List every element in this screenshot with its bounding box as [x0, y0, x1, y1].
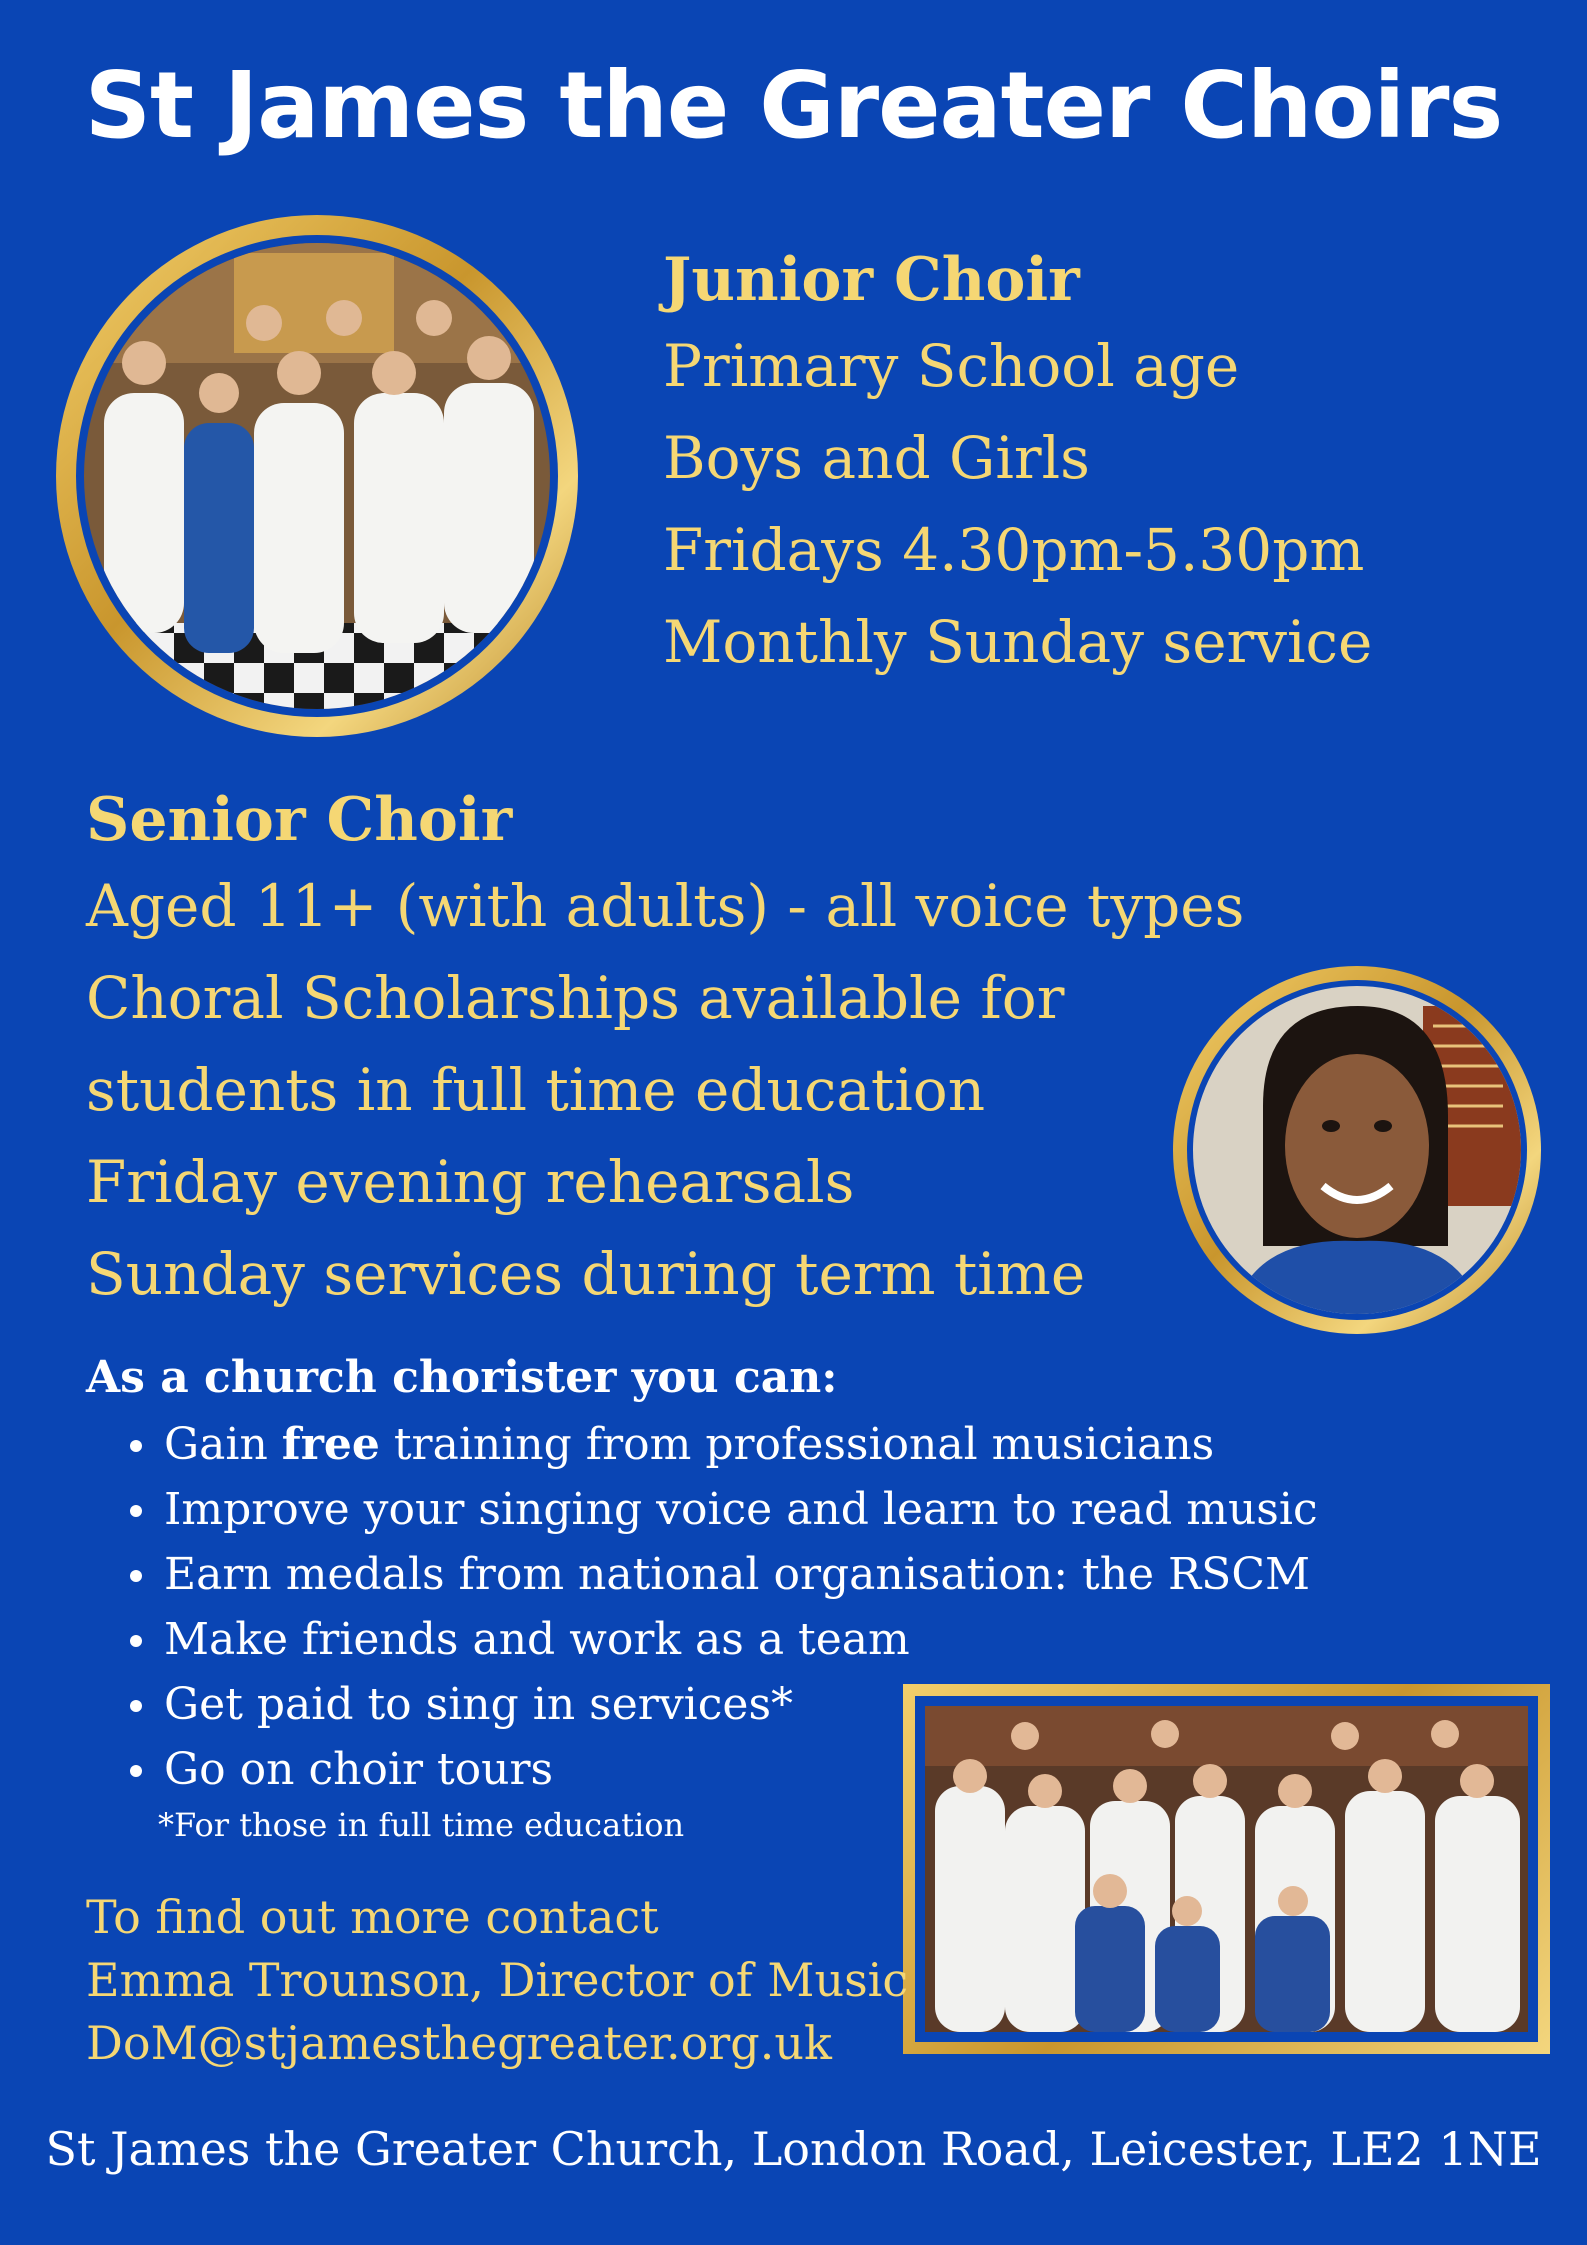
senior-choir-heading: Senior Choir — [86, 785, 513, 855]
junior-line-2: Boys and Girls — [663, 424, 1090, 492]
senior-line-5: Sunday services during term time — [86, 1240, 1086, 1308]
benefit-item-3: Earn medals from national organisation: the RSCM — [86, 1542, 1386, 1607]
contact-line-1: To find out more contact — [86, 1890, 659, 1944]
benefits-heading: As a church chorister you can: — [86, 1352, 838, 1403]
junior-choir-heading: Junior Choir — [663, 245, 1080, 315]
contact-director: Emma Trounson, Director of Music — [86, 1953, 909, 2007]
group-choir-photo — [903, 1684, 1550, 2054]
group-choir-photo-image — [925, 1706, 1528, 2032]
junior-line-3: Fridays 4.30pm-5.30pm — [663, 516, 1365, 584]
contact-section — [86, 1886, 908, 2075]
junior-choir-section — [663, 240, 1372, 688]
junior-choir-photo — [56, 215, 578, 737]
benefit-item-2: Improve your singing voice and learn to read music — [86, 1477, 1386, 1542]
benefits-footnote: *For those in full time education — [158, 1806, 685, 1844]
senior-line-3: students in full time education — [86, 1056, 986, 1124]
contact-email-link[interactable]: DoM@stjamesthegreater.org.uk — [86, 2016, 832, 2070]
chorister-portrait-image — [1193, 986, 1521, 1314]
church-address: St James the Greater Church, London Road, Leicester, LE2 1NE — [45, 2122, 1542, 2176]
senior-choir-section — [86, 780, 1244, 1320]
senior-line-2: Choral Scholarships available for — [86, 964, 1065, 1032]
benefit-item-4: Make friends and work as a team — [86, 1607, 1386, 1672]
benefit-item-5: Get paid to sing in services* — [86, 1672, 1386, 1737]
junior-choir-photo-image — [84, 243, 550, 709]
senior-line-4: Friday evening rehearsals — [86, 1148, 855, 1216]
benefit-item-1: Gain free training from professional musicians — [86, 1412, 1386, 1477]
senior-line-1: Aged 11+ (with adults) - all voice types — [86, 872, 1245, 940]
benefit-item-6: Go on choir tours — [86, 1737, 1386, 1802]
poster-title: St James the Greater Choirs — [84, 52, 1503, 159]
junior-line-4: Monthly Sunday service — [663, 608, 1373, 676]
chorister-portrait-photo — [1173, 966, 1541, 1334]
junior-line-1: Primary School age — [663, 332, 1240, 400]
